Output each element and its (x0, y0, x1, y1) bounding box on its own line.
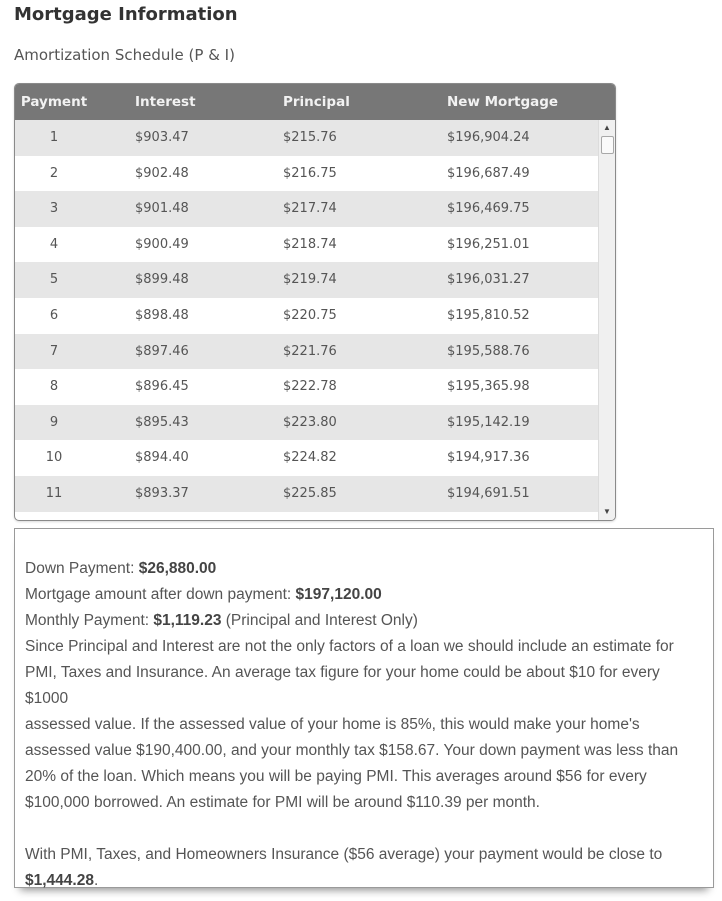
table-row (15, 298, 599, 334)
cell-new-mortgage: $196,687.49 (447, 165, 530, 181)
cell-principal: $219.74 (283, 272, 337, 288)
cell-new-mortgage: $195,588.76 (447, 343, 530, 359)
scroll-up-arrow-icon[interactable]: ▲ (603, 123, 611, 132)
cell-interest: $894.40 (135, 450, 189, 466)
cell-payment: 10 (45, 450, 63, 466)
table-row (15, 476, 599, 512)
explanation-line: PMI, Taxes and Insurance. An average tax figure for your home could be about $10 for every $1000 (25, 664, 660, 707)
down-payment-line (25, 556, 705, 582)
total-estimate-line (25, 868, 705, 894)
cell-new-mortgage: $195,810.52 (447, 307, 530, 323)
cell-principal: $220.75 (283, 307, 337, 323)
monthly-payment-note: (Principal and Interest Only) (221, 612, 418, 629)
cell-interest: $902.48 (135, 165, 189, 181)
total-estimate-value: $1,444.28 (25, 872, 94, 889)
explanation-line: assessed value $190,400.00, and your monthly tax $158.67. Your down payment was less than (25, 742, 679, 759)
down-payment-label: Down Payment: (25, 560, 139, 577)
cell-principal: $223.80 (283, 414, 337, 430)
cell-principal: $215.76 (283, 130, 337, 145)
explanation-line: $100,000 borrowed. An estimate for PMI will be around $110.39 per month. (25, 794, 540, 811)
cell-new-mortgage: $194,691.51 (447, 485, 530, 501)
explanation-line: assessed value. If the assessed value of your home is 85%, this would make your home's (25, 716, 640, 733)
page-title: Mortgage Information (14, 4, 238, 25)
cell-new-mortgage: $196,031.27 (447, 272, 530, 288)
table-row (15, 227, 599, 263)
cell-payment: 6 (49, 307, 59, 323)
monthly-payment-label: Monthly Payment: (25, 612, 154, 629)
cell-principal: $217.74 (283, 201, 337, 217)
paragraph-gap (25, 816, 705, 842)
cell-interest: $895.43 (135, 414, 189, 430)
cell-principal: $222.78 (283, 379, 337, 395)
cell-new-mortgage: $195,365.98 (447, 379, 530, 395)
table-row (15, 156, 599, 192)
table-row (15, 405, 599, 441)
header-payment: Payment (20, 94, 88, 110)
cell-payment: 3 (49, 201, 59, 217)
cell-payment: 9 (49, 414, 59, 430)
mortgage-after-line (25, 582, 705, 608)
cell-new-mortgage: $195,142.19 (447, 414, 530, 430)
table-row (15, 120, 599, 156)
monthly-payment-value: $1,119.23 (153, 612, 222, 629)
explanation-line: 20% of the loan. Which means you will be paying PMI. This averages around $56 for every (25, 768, 647, 785)
cell-interest: $898.48 (135, 307, 189, 323)
table-scrollbar[interactable] (598, 120, 615, 520)
cell-interest: $900.49 (135, 236, 189, 252)
table-row (15, 369, 599, 405)
cell-payment: 5 (49, 272, 59, 288)
monthly-payment-line (25, 608, 705, 634)
scroll-down-arrow-icon[interactable]: ▼ (603, 507, 611, 516)
cell-principal: $216.75 (283, 165, 337, 181)
cell-new-mortgage: $196,251.01 (447, 236, 530, 252)
total-period: . (93, 872, 99, 889)
cell-payment: 1 (49, 130, 59, 145)
mortgage-after-label: Mortgage amount after down payment: (25, 586, 296, 603)
scrollbar-thumb[interactable] (601, 136, 614, 154)
cell-principal: $225.85 (283, 485, 337, 501)
cell-principal: $221.76 (283, 343, 337, 359)
table-row (15, 191, 599, 227)
schedule-subtitle: Amortization Schedule (P & I) (14, 46, 235, 64)
table-header (15, 84, 615, 120)
cell-principal: $218.74 (283, 236, 337, 252)
header-principal: Principal (283, 94, 350, 110)
table-row (15, 334, 599, 370)
table-body[interactable] (15, 120, 599, 520)
cell-interest: $899.48 (135, 272, 189, 288)
mortgage-after-value: $197,120.00 (295, 586, 382, 603)
total-estimate-text: With PMI, Taxes, and Homeowners Insurance ($56 average) your payment would be close to (25, 846, 663, 863)
down-payment-value: $26,880.00 (138, 560, 217, 577)
cell-interest: $893.37 (135, 485, 189, 501)
cell-interest: $896.45 (135, 379, 189, 395)
cell-new-mortgage: $196,904.24 (447, 130, 530, 145)
cell-new-mortgage: $194,917.36 (447, 450, 530, 466)
header-interest: Interest (135, 94, 196, 110)
cell-payment: 8 (49, 379, 59, 395)
header-new-mortgage: New Mortgage (447, 94, 559, 110)
cell-payment: 11 (45, 485, 63, 501)
summary-content (25, 556, 705, 894)
cell-payment: 4 (49, 236, 59, 252)
cell-interest: $897.46 (135, 343, 189, 359)
table-row (15, 440, 599, 476)
cell-payment: 2 (49, 165, 59, 181)
cell-interest: $903.47 (135, 130, 189, 145)
explanation-line: Since Principal and Interest are not the only factors of a loan we should include an estimate for (25, 638, 674, 655)
cell-principal: $224.82 (283, 450, 337, 466)
table-row (15, 262, 599, 298)
amortization-table (14, 83, 616, 521)
cell-interest: $901.48 (135, 201, 189, 217)
cell-payment: 7 (49, 343, 59, 359)
cell-new-mortgage: $196,469.75 (447, 201, 530, 217)
mortgage-summary-box (14, 528, 714, 888)
